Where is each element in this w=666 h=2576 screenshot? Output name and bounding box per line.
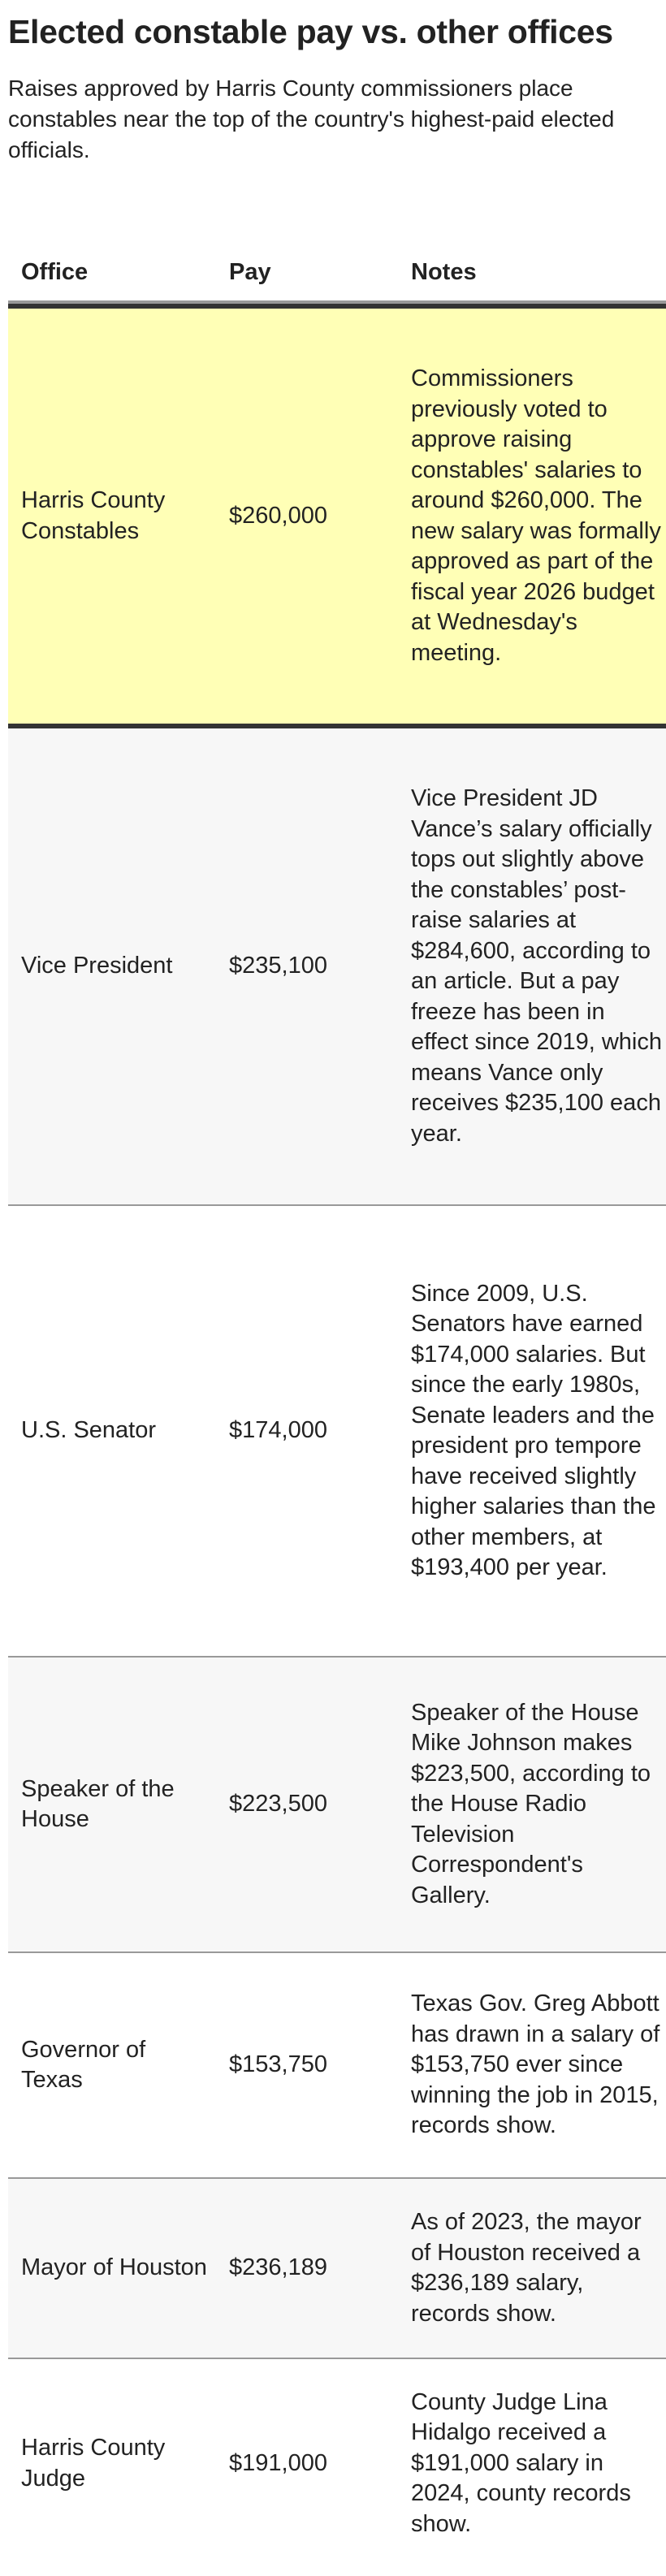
office-cell: Harris County Constables [21, 487, 166, 544]
pay-cell: $174,000 [229, 1417, 327, 1444]
notes-cell: Commissioners previously voted to approve raising constables' salaries to around $260,000. The new salary was formally approved as part of the fiscal year 2026 budget at Wednesday's meeting. [411, 365, 661, 666]
notes-cell: County Judge Lina Hidalgo received a $191,000 salary in 2024, county records show. [411, 2388, 631, 2537]
pay-cell: $153,750 [229, 2051, 327, 2078]
table-row-harris-county-constables [8, 309, 666, 726]
notes-cell: Texas Gov. Greg Abbott has drawn in a salary of $153,750 ever since winning the job in 2015, records show. [411, 1990, 660, 2139]
pay-cell: $223,500 [229, 1791, 327, 1817]
table-row-us-senator [8, 1205, 666, 1657]
table-row-speaker-of-the-house [8, 1657, 666, 1952]
column-header-office: Office [8, 244, 216, 302]
pay-cell: $260,000 [229, 502, 327, 529]
page-title: Elected constable pay vs. other offices [8, 13, 613, 50]
header-divider [8, 302, 666, 309]
page-subtitle: Raises approved by Harris County commissioners place constables near the top of the country's highest-paid elected officials. [8, 76, 615, 162]
notes-cell: Speaker of the House Mike Johnson makes $223,500, according to the House Radio Television Correspondent's Gallery. [411, 1699, 651, 1908]
office-cell: Vice President [21, 953, 173, 979]
notes-cell: Since 2009, U.S. Senators have earned $174,000 salaries. But since the early 1980s, Senate leaders and the president pro tempore have received slightly higher salaries than the other members, at $193,400 per year. [411, 1280, 656, 1580]
pay-cell: $235,100 [229, 953, 327, 979]
office-cell: Mayor of Houston [21, 2254, 207, 2281]
table-row-mayor-of-houston [8, 2178, 666, 2358]
table-header [8, 244, 666, 309]
office-cell: Harris County Judge [21, 2435, 166, 2492]
pay-cell: $236,189 [229, 2254, 327, 2281]
table-row-governor-of-texas [8, 1952, 666, 2178]
table-row-vice-president [8, 726, 666, 1205]
office-cell: Governor of Texas [21, 2036, 146, 2093]
header [8, 0, 666, 166]
office-cell: U.S. Senator [21, 1417, 157, 1444]
notes-cell: As of 2023, the mayor of Houston received a $236,189 salary, records show. [411, 2209, 642, 2327]
column-header-notes: Notes [409, 244, 666, 302]
office-cell: Speaker of the House [21, 1775, 175, 1832]
column-header-pay: Pay [216, 244, 409, 302]
pay-cell: $191,000 [229, 2449, 327, 2476]
notes-cell: Vice President JD Vance’s salary officially tops out slightly above the constables’ post-raise salaries at $284,600, according to an article. But a pay freeze has been in effect since 2019, which means Vance only receives $235,100 each year. [411, 785, 662, 1147]
table-row-harris-county-judge [8, 2358, 666, 2568]
pay-comparison-table [8, 244, 666, 2568]
